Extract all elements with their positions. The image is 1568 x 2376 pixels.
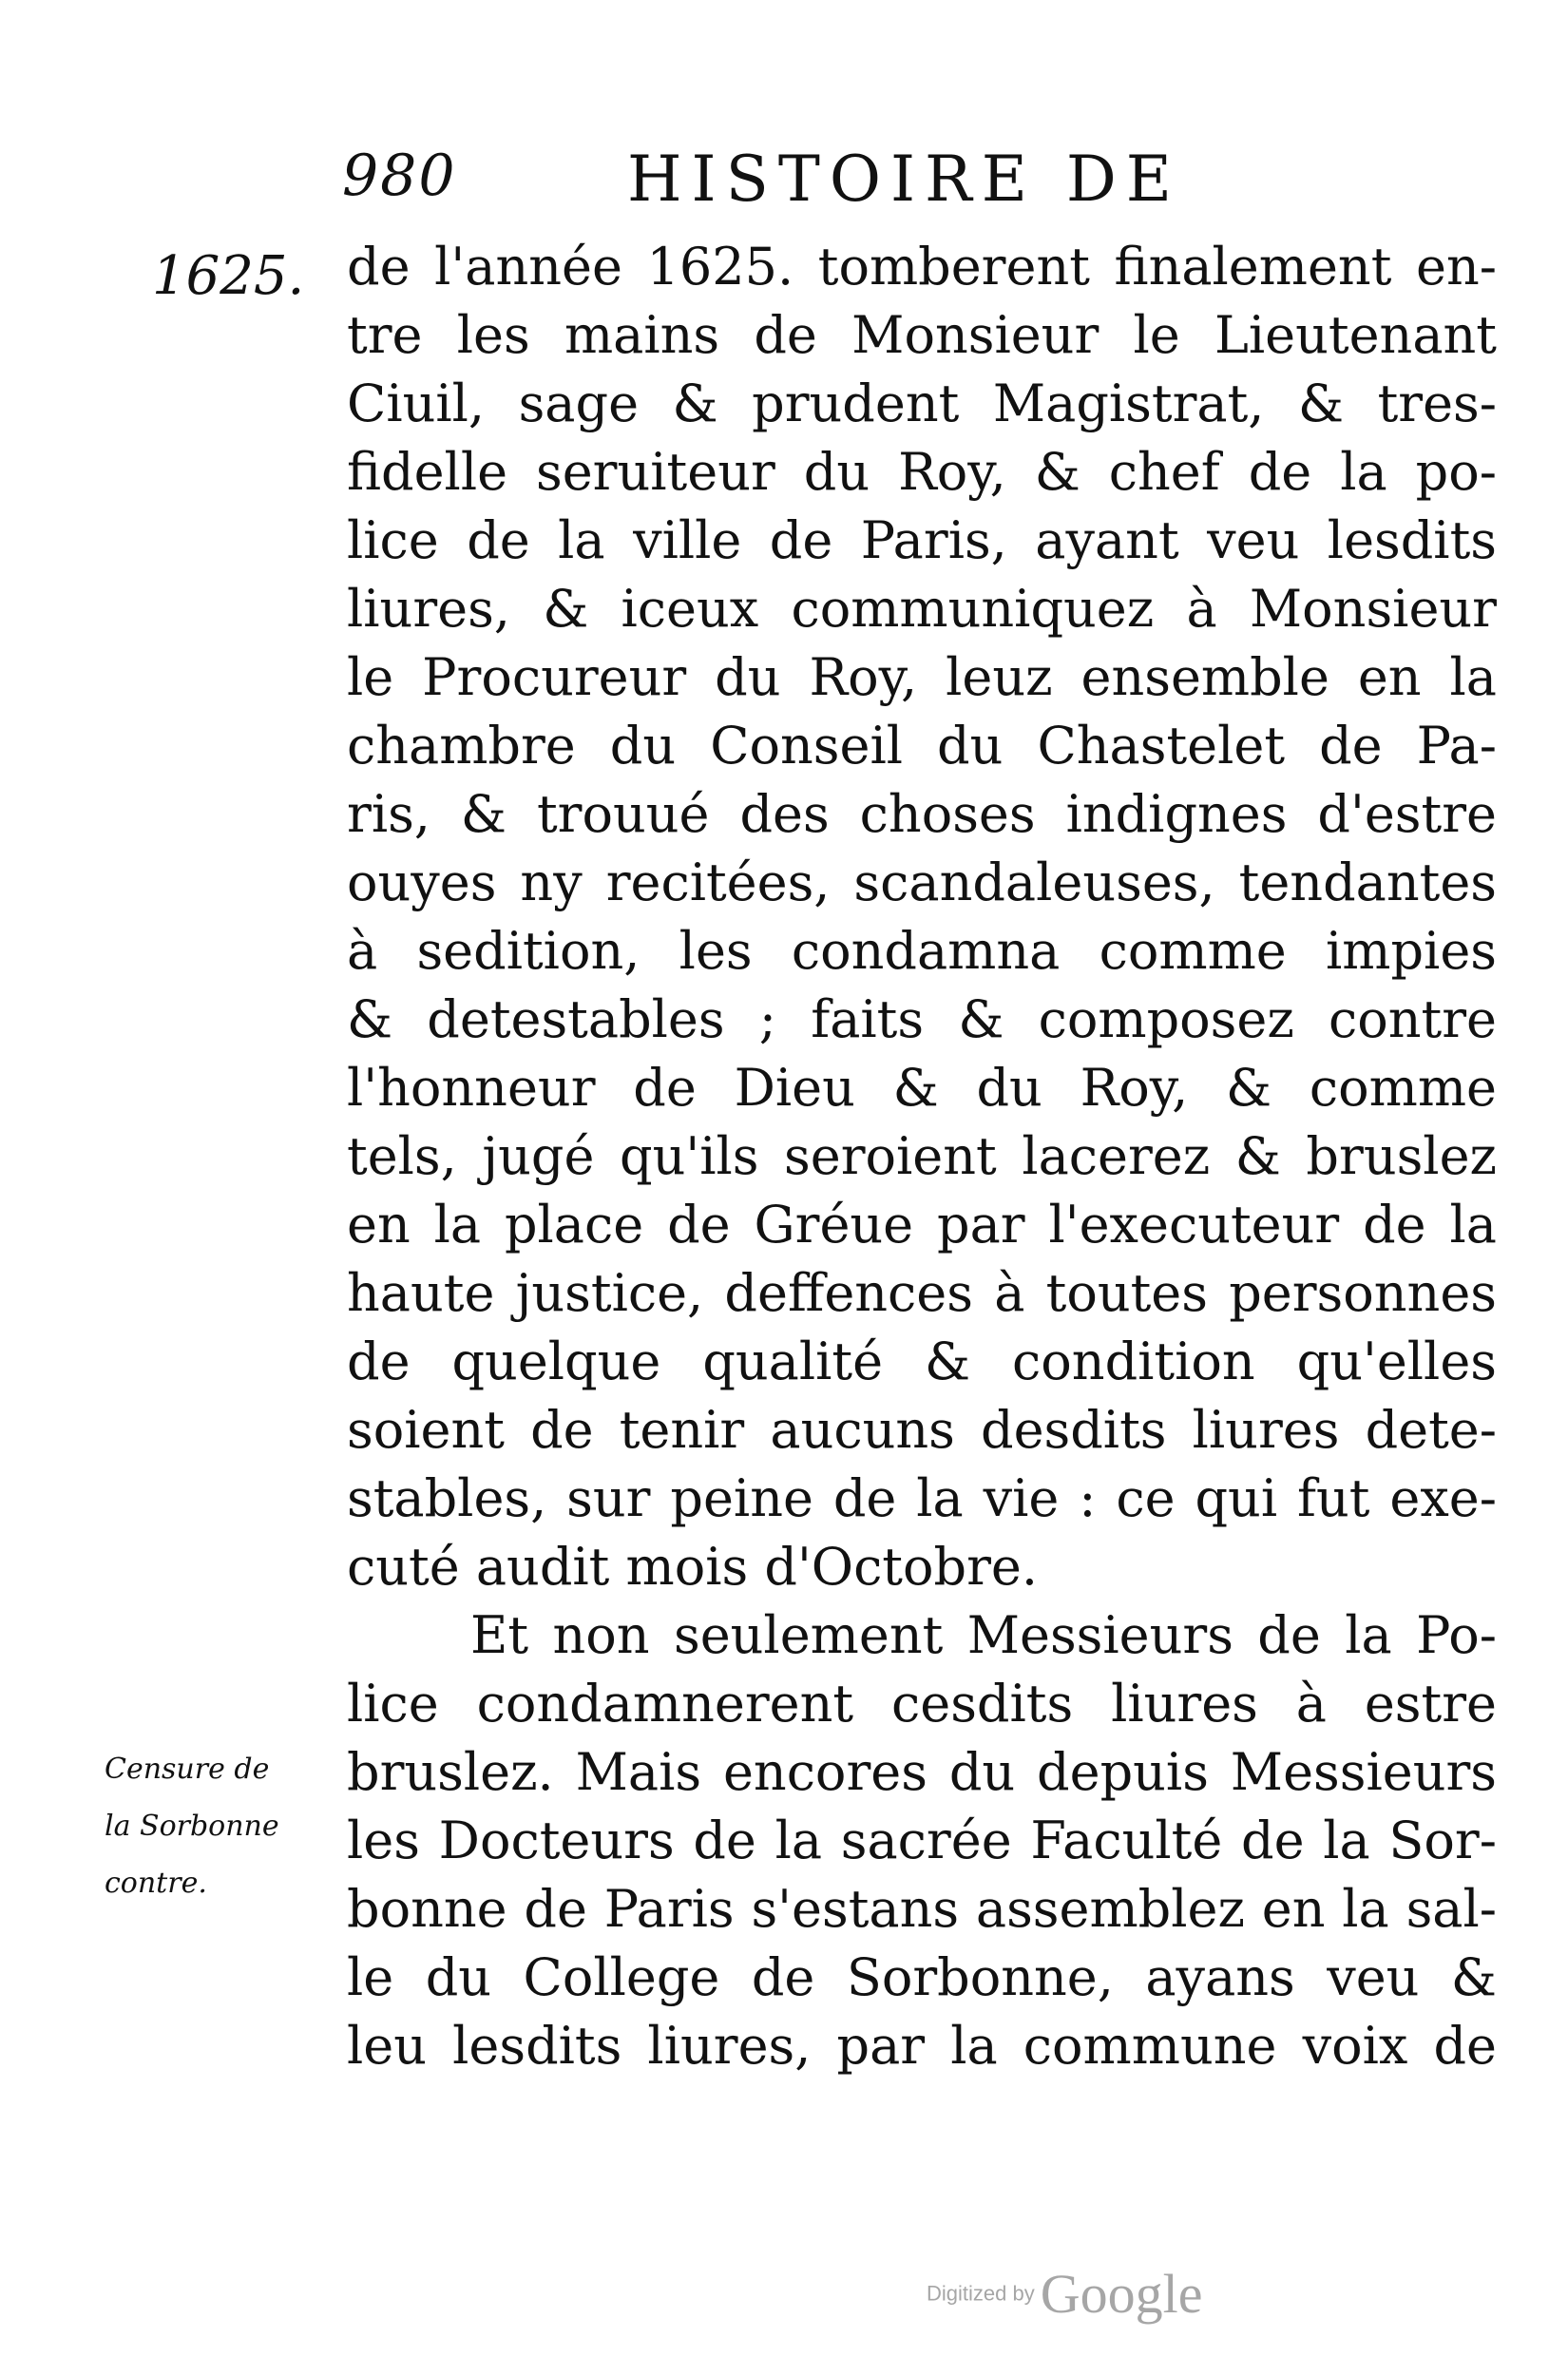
text-line: & detestables ; faits & composez contre — [347, 989, 1497, 1049]
side-note-line: Censure de — [105, 1753, 270, 1786]
text-line: tels, jugé qu'ils seroient lacerez & bruslez — [347, 1126, 1497, 1186]
body-text — [347, 233, 1497, 2080]
text-line: lice condamnerent cesdits liures à estre — [347, 1674, 1497, 1734]
text-line: bruslez. Mais encores du depuis Messieurs — [347, 1742, 1497, 1802]
text-line: les Docteurs de la sacrée Faculté de la Sor- — [347, 1811, 1497, 1870]
text-line: en la place de Gréue par l'executeur de la — [347, 1195, 1497, 1255]
text-line: Ciuil, sage & prudent Magistrat, & tres- — [347, 374, 1497, 433]
text-line: soient de tenir aucuns desdits liures dete- — [347, 1400, 1497, 1460]
text-line: ouyes ny recitées, scandaleuses, tendantes — [347, 853, 1497, 912]
margin-year: 1625. — [152, 245, 305, 307]
text-line: fidelle seruiteur du Roy, & chef de la po- — [347, 442, 1497, 502]
running-title: HISTOIRE DE — [627, 143, 1181, 216]
text-line: l'honneur de Dieu & du Roy, & comme — [347, 1058, 1497, 1118]
google-logo-text: Google — [1040, 2263, 1203, 2325]
text-line: le du College de Sorbonne, ayans veu & — [347, 1947, 1497, 2007]
page-number: 980 — [342, 143, 457, 209]
text-line: leu lesdits liures, par la commune voix de — [347, 2016, 1497, 2076]
text-line-paragraph-start: Et non seulement Messieurs de la Po- — [470, 1605, 1497, 1665]
text-line: chambre du Conseil du Chastelet de Pa- — [347, 716, 1497, 776]
page-header — [342, 143, 1302, 247]
side-note-line: la Sorbonne — [105, 1810, 279, 1843]
text-line: haute justice, deffences à toutes personnes — [347, 1263, 1497, 1323]
side-note-line: contre. — [105, 1867, 207, 1900]
text-line: stables, sur peine de la vie : ce qui fut exe- — [347, 1468, 1497, 1528]
digitized-by-text: Digitized by — [927, 2281, 1035, 2306]
text-line: à sedition, les condamna comme impies — [347, 921, 1497, 981]
text-line: bonne de Paris s'estans assemblez en la sal- — [347, 1879, 1497, 1939]
text-line: liures, & iceux communiquez à Monsieur — [347, 579, 1497, 639]
text-line: de l'année 1625. tomberent finalement en- — [347, 237, 1497, 297]
text-line: lice de la ville de Paris, ayant veu lesdits — [347, 510, 1497, 570]
digitized-watermark — [927, 2262, 1202, 2326]
text-line: ris, & trouué des choses indignes d'estre — [347, 784, 1497, 844]
text-line-paragraph-end: cuté audit mois d'Octobre. — [347, 1537, 1039, 1597]
margin-side-note — [105, 1741, 352, 1912]
text-line: tre les mains de Monsieur le Lieutenant — [347, 305, 1497, 365]
text-line: le Procureur du Roy, leuz ensemble en la — [347, 647, 1497, 707]
text-line: de quelque qualité & condition qu'elles — [347, 1332, 1497, 1391]
